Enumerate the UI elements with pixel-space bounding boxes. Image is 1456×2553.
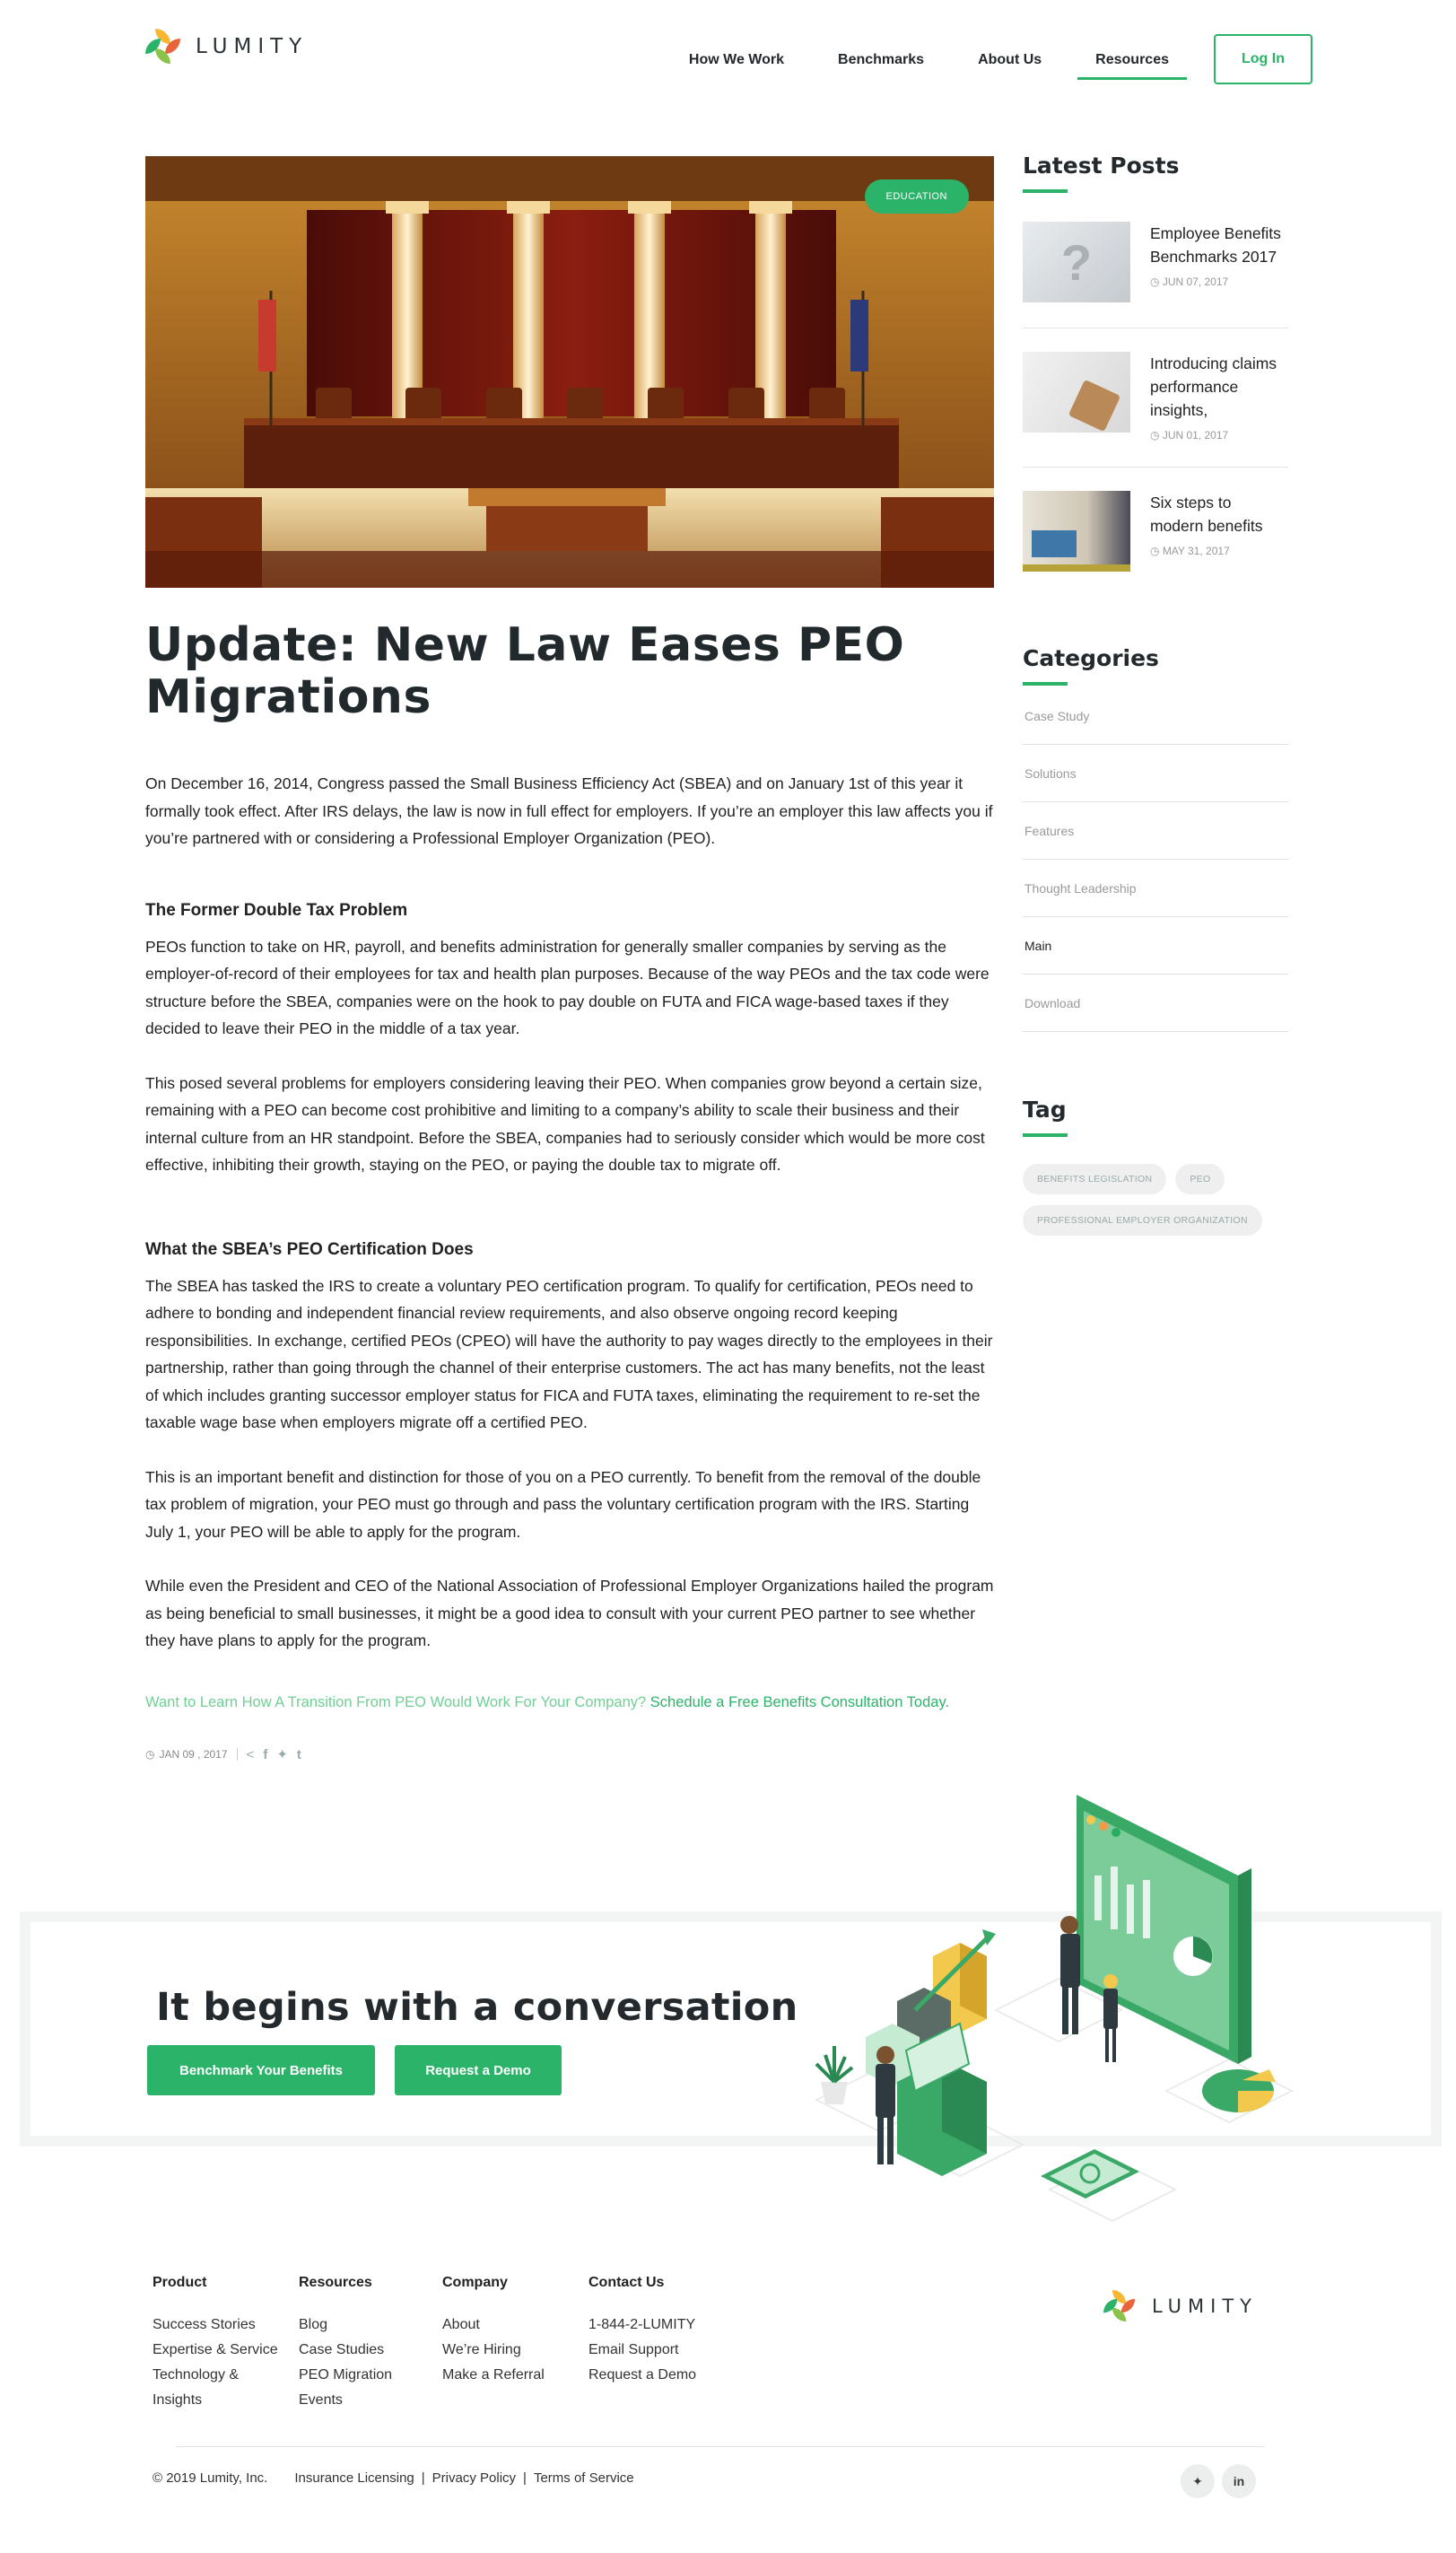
latest-posts-title: Latest Posts <box>1023 153 1180 179</box>
article-date: JAN 09 , 2017 <box>159 1748 228 1761</box>
footer-link[interactable]: About <box>442 2317 480 2332</box>
privacy-policy-link[interactable]: Privacy Policy <box>432 2470 517 2486</box>
footer-column-resources <box>299 2275 392 2413</box>
footer-divider <box>176 2446 1265 2447</box>
lumity-logo-mark-icon <box>1103 2290 1136 2322</box>
footer-link[interactable]: Insights <box>153 2392 203 2408</box>
divider: | <box>523 2470 527 2486</box>
post-date: ◷ JUN 07, 2017 <box>1150 275 1229 288</box>
footer-link[interactable]: We’re Hiring <box>442 2342 521 2357</box>
hero-image-courtroom <box>145 156 994 588</box>
divider <box>237 1748 238 1761</box>
post-item[interactable] <box>1023 198 1288 328</box>
post-title[interactable]: Introducing claims performance insights, <box>1150 354 1277 419</box>
article <box>145 619 994 1762</box>
category-main[interactable]: Main <box>1023 917 1288 975</box>
tag-professional-employer-organization[interactable]: PROFESSIONAL EMPLOYER ORGANIZATION <box>1023 1205 1262 1236</box>
section-heading-double-tax: The Former Double Tax Problem <box>145 900 408 920</box>
footer-link[interactable]: Request a Demo <box>589 2367 697 2383</box>
category-thought-leadership[interactable]: Thought Leadership <box>1023 860 1288 917</box>
footer-column-product <box>153 2275 278 2413</box>
categories-title: Categories <box>1023 645 1159 671</box>
category-case-study[interactable]: Case Study <box>1023 687 1288 745</box>
post-item[interactable] <box>1023 468 1288 597</box>
clock-icon: ◷ <box>1150 429 1163 442</box>
post-title[interactable]: Six steps to modern benefits <box>1150 494 1263 535</box>
insurance-licensing-link[interactable]: Insurance Licensing <box>294 2470 414 2486</box>
linkedin-icon[interactable]: in <box>1222 2464 1256 2498</box>
logo-text: LUMITY <box>1152 2295 1258 2317</box>
footer-heading: Company <box>442 2275 508 2290</box>
article-meta <box>145 1746 994 1762</box>
paragraph: While even the President and CEO of the National Association of Professional Employer Organizations hailed the program as being beneficial to small businesses, it might be a good idea to consult with your current PEO partner to see whether they have plans to apply for the program. <box>145 1577 994 1649</box>
footer-heading: Product <box>153 2275 207 2290</box>
paragraph: The SBEA has tasked the IRS to create a voluntary PEO certification program. To qualify for certification, PEOs need to adhere to bonding and independent financial review requirements, and also observe ongoing record keeping responsibilities. In exchange, certified PEOs (CPEO) will have the authority to pay wages directly to the employees in their partnership, rather than going through the channel of their enterprise customers. The act has many benefits, not the least of which includes granting successor employer status for FICA and FUTA taxes, eliminating the requirement to re-set the taxable wage base when employers migrate off a certified PEO. <box>145 1276 993 1431</box>
nav-how-we-work[interactable]: How We Work <box>688 51 785 67</box>
footer-link[interactable]: Technology & <box>153 2367 240 2383</box>
footer-link[interactable]: Events <box>299 2392 343 2408</box>
category-badge[interactable]: EDUCATION <box>865 179 969 214</box>
footer-heading: Contact Us <box>589 2275 665 2290</box>
nav-about-us[interactable]: About Us <box>978 51 1042 67</box>
clock-icon: ◷ <box>145 1748 155 1761</box>
title-underline <box>1023 189 1068 193</box>
main-nav <box>635 34 1312 84</box>
footer-heading: Resources <box>299 2275 372 2290</box>
footer-column-company <box>442 2275 545 2388</box>
footer-link[interactable]: PEO Migration <box>299 2367 393 2383</box>
isometric-analytics-illustration <box>780 1795 1301 2243</box>
post-date: ◷ MAY 31, 2017 <box>1150 545 1230 557</box>
terms-of-service-link[interactable]: Terms of Service <box>533 2470 634 2486</box>
post-thumbnail <box>1023 352 1130 433</box>
post-title[interactable]: Employee Benefits Benchmarks 2017 <box>1150 224 1281 266</box>
paragraph: This posed several problems for employers considering leaving their PEO. When companies grow beyond a certain size, remaining with a PEO can become cost prohibitive and limiting to a company’s ability to scale their business and their internal culture from an HR standpoint. Before the SBEA, companies had to seriously consider which would be more cost effective, inhibiting their growth, staying on the PEO, or paying the double tax to migrate off. <box>145 1073 985 1174</box>
tag-list <box>1023 1164 1288 1246</box>
post-thumbnail: ? <box>1023 222 1130 302</box>
consultation-cta-line <box>145 1689 994 1717</box>
divider: | <box>421 2470 425 2486</box>
nav-benchmarks[interactable]: Benchmarks <box>838 51 925 67</box>
consultation-question: Want to Learn How A Transition From PEO Would Work For Your Company? <box>145 1693 647 1710</box>
category-solutions[interactable]: Solutions <box>1023 745 1288 802</box>
logo-text: LUMITY <box>196 35 309 58</box>
footer-column-contact <box>589 2275 696 2388</box>
request-demo-button[interactable]: Request a Demo <box>395 2045 562 2095</box>
footer-link[interactable]: Email Support <box>589 2342 679 2357</box>
tag-benefits-legislation[interactable]: BENEFITS LEGISLATION <box>1023 1164 1166 1194</box>
footer-link[interactable]: Blog <box>299 2317 328 2332</box>
category-download[interactable]: Download <box>1023 975 1288 1032</box>
tag-peo[interactable]: PEO <box>1175 1164 1225 1194</box>
clock-icon: ◷ <box>1150 545 1163 557</box>
copyright: © 2019 Lumity, Inc. <box>153 2470 268 2486</box>
post-item[interactable] <box>1023 328 1288 468</box>
login-button[interactable]: Log In <box>1214 34 1312 84</box>
lumity-logo-mark-icon <box>145 29 181 65</box>
benchmark-benefits-button[interactable]: Benchmark Your Benefits <box>147 2045 375 2095</box>
categories-list <box>1023 687 1288 1032</box>
courtroom-illustration <box>145 156 994 588</box>
twitter-icon[interactable]: ✦ <box>1181 2464 1215 2498</box>
footer-bottom-bar <box>153 2470 634 2486</box>
lumity-logo[interactable] <box>145 29 308 65</box>
latest-posts-list <box>1023 198 1288 597</box>
footer-link[interactable]: Make a Referral <box>442 2367 545 2383</box>
nav-resources[interactable]: Resources <box>1077 52 1187 80</box>
title-underline <box>1023 682 1068 686</box>
consultation-link[interactable]: Schedule a Free Benefits Consultation Today. <box>650 1693 950 1710</box>
tag-title: Tag <box>1023 1097 1067 1123</box>
section-heading-certification: What the SBEA’s PEO Certification Does <box>145 1239 474 1259</box>
paragraph: This is an important benefit and distinction for those of you on a PEO currently. To benefit from the removal of the double tax problem of migration, your PEO must go through and pass the voluntary certification program with the IRS. Starting July 1, your PEO will be able to apply for the program. <box>145 1467 981 1541</box>
title-underline <box>1023 1133 1068 1137</box>
clock-icon: ◷ <box>1150 275 1163 288</box>
twitter-icon[interactable]: ✦ <box>276 1747 288 1762</box>
footer-link[interactable]: Success Stories <box>153 2317 256 2332</box>
footer-link[interactable]: Expertise & Service <box>153 2342 278 2357</box>
footer-link[interactable]: Case Studies <box>299 2342 385 2357</box>
cta-title: It begins with a conversation <box>156 1985 798 2030</box>
post-thumbnail <box>1023 491 1130 572</box>
article-title: Update: New Law Eases PEO Migrations <box>145 618 905 724</box>
category-features[interactable]: Features <box>1023 802 1288 860</box>
sidebar <box>1023 153 1288 1246</box>
post-date: ◷ JUN 01, 2017 <box>1150 429 1229 442</box>
facebook-icon[interactable]: f <box>263 1746 268 1762</box>
footer-phone-link[interactable]: 1-844-2-LUMITY <box>589 2317 696 2332</box>
share-icon[interactable]: < <box>246 1746 255 1762</box>
tumblr-icon[interactable]: t <box>296 1746 301 1762</box>
footer-lumity-logo[interactable] <box>1102 2288 1258 2324</box>
site-header <box>0 0 1456 94</box>
paragraph: PEOs function to take on HR, payroll, and benefits administration for generally smaller companies by serving as the employer-of-record of their employees for tax and health plan purposes. Because of the way PEOs and the tax code were structure before the SBEA, companies were on the hook to pay double on FUTA and FICA wage-based taxes if they decided to leave their PEO in the middle of a tax year. <box>145 937 990 1037</box>
article-intro: On December 16, 2014, Congress passed the Small Business Efficiency Act (SBEA) and on January 1st of this year it formally took effect. After IRS delays, the law is now in full effect for employers. If you’re an employer this law affects you if you’re partnered with or considering a Professional Employer Organization (PEO). <box>145 774 993 847</box>
